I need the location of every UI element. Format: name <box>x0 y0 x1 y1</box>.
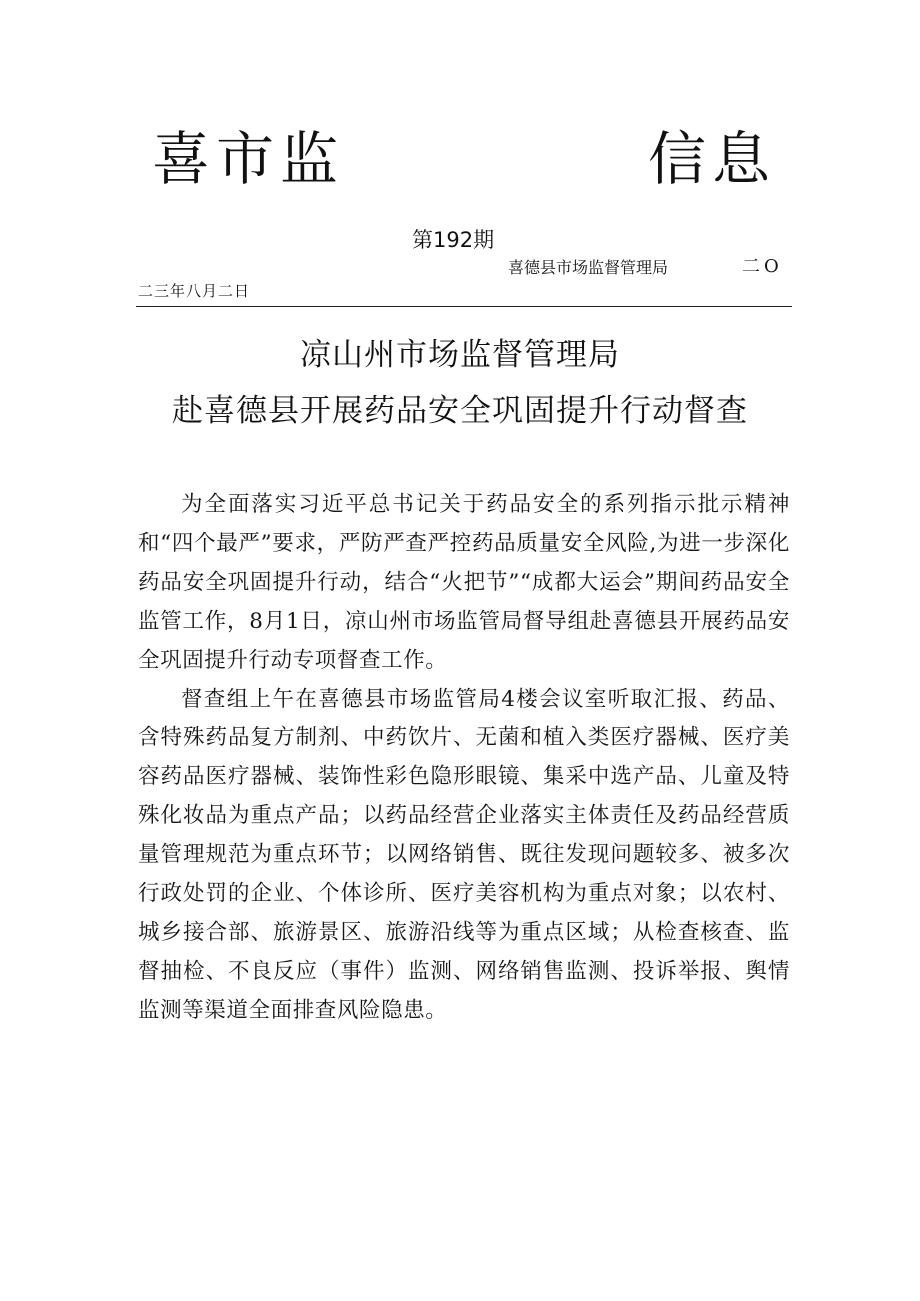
article-body <box>138 486 790 1031</box>
publisher-name: 喜德县市场监督管理局 <box>508 258 669 277</box>
masthead-title-left: 喜市监 <box>152 125 345 193</box>
paragraph-2: 督查组上午在喜德县市场监管局4楼会议室听取汇报、药品、含特殊药品复方制剂、中药饮片、无菌和植入类医疗器械、医疗美容药品医疗器械、装饰性彩色隐形眼镜、集采中选产品、儿童及特殊化妆品为重点产品；以药品经营企业落实主体责任及药品经营质量管理规范为重点环节；以网络销售、既往发现问题较多、被多次行政处罚的企业、个体诊所、医疗美容机构为重点对象；以农村、城乡接合部、旅游景区、旅游沿线等为重点区域；从检查核查、监督抽检、不良反应（事件）监测、网络销售监测、投诉举报、舆情监测等渠道全面排查风险隐患。 <box>138 686 790 1023</box>
issue-number: 第192期 <box>412 228 495 252</box>
headline-line-2: 赴喜德县开展药品安全巩固提升行动督查 <box>172 393 748 429</box>
date-rest: 二三年八月二日 <box>138 282 251 300</box>
masthead-title-right: 信息 <box>648 125 777 193</box>
header-divider <box>136 306 792 307</box>
date-year-start: 二O <box>742 256 783 277</box>
paragraph-1: 为全面落实习近平总书记关于药品安全的系列指示批示精神和“四个最严”要求，严防严查严控药品质量安全风险,为进一步深化药品安全巩固提升行动，结合“火把节”“成都大运会”期间药品安全监管工作，8月1日，凉山州市场监管局督导组赴喜德县开展药品安全巩固提升行动专项督查工作。 <box>138 492 790 673</box>
headline-line-1: 凉山州市场监督管理局 <box>300 337 620 373</box>
